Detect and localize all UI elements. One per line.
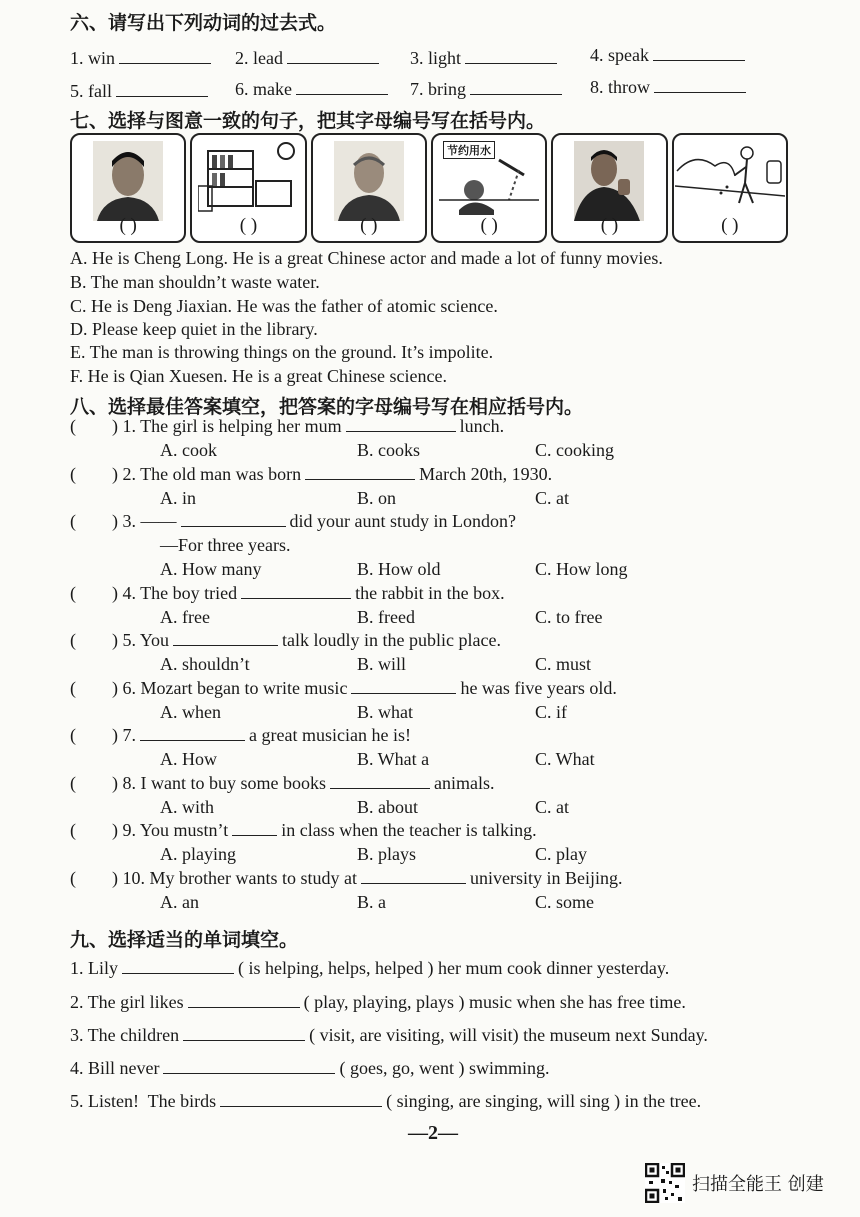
answer-paren-5[interactable]: ( ) [600,215,619,236]
answer-paren-3[interactable]: ( ) [360,215,378,236]
question-3-option-b: B. How old [357,559,441,579]
page-number: —2— [408,1122,458,1144]
answer-paren-2[interactable]: ( ) [239,215,258,236]
question-7-option-b: B. What a [357,749,430,769]
fill-stem: 5. Listen! The birds [70,1091,217,1111]
fill-blank[interactable] [163,1072,335,1074]
question-8-option-a: A. with [160,796,214,817]
fill-stem: 3. The children [70,1025,180,1045]
question-10-option-a: A. an [160,891,199,912]
question-tail: a great musician he is! [249,725,411,745]
question-5 [70,630,501,651]
question-2 [70,464,552,485]
verb-item-5: 5. fall [70,81,212,102]
question-10-option-b: B. a [357,891,386,912]
question-9 [70,820,537,841]
question-tail: March 20th, 1930. [419,463,553,484]
verb-item-1: 1. win [70,48,215,69]
fill-blank[interactable] [183,1039,305,1041]
answer-blank[interactable] [305,478,415,480]
question-5-option-b: B. will [357,654,407,674]
question-1-option-a: A. cook [160,440,217,460]
picture-3 [311,133,427,243]
question-stem: ( ) 3. —— [70,511,177,531]
question-2-option-c: C. at [535,487,569,508]
question-2-option-b: B. on [357,487,397,508]
littering-man-icon [675,141,785,221]
answer-paren-4[interactable]: ( ) [480,215,498,236]
fill-stem: 4. Bill never [70,1058,160,1078]
section6-title: 六、请写出下列动词的过去式。 [70,12,337,34]
option-a: A. He is Cheng Long. He is a great Chinese actor and made a lot of funny movies. [70,248,663,268]
picture-strip [70,133,788,243]
fill-tail: ( visit, are visiting, will visit) the museum next Sunday. [309,1025,708,1045]
question-4-option-a: A. free [160,606,210,627]
fill-item-1 [70,958,669,979]
fill-item-3 [70,1025,708,1046]
answer-blank[interactable] [361,882,466,884]
section7-title: 七、选择与图意一致的句子，把其字母编号写在括号内。 [70,110,546,132]
fill-stem: 2. The girl likes [70,992,184,1012]
fill-tail: ( singing, are singing, will sing ) in the tree. [386,1091,702,1111]
question-6-option-c: C. if [535,701,568,722]
option-f: F. He is Qian Xuesen. He is a great Chinese science. [70,366,447,386]
question-stem: ( ) 2. The old man was born [70,463,302,484]
answer-blank[interactable] [140,739,245,741]
question-7-option-a: A. How [160,749,217,769]
answer-blank[interactable] [330,787,430,789]
answer-paren-6[interactable]: ( ) [721,215,739,236]
question-10-option-c: C. some [535,891,595,912]
question-6-option-a: A. when [160,701,221,722]
question-1 [70,416,504,437]
fill-blank[interactable] [220,1105,382,1107]
question-8-option-c: C. at [535,796,569,817]
answer-paren-1[interactable]: ( ) [119,215,137,236]
fill-stem: 1. Lily [70,958,118,978]
question-1-option-c: C. cooking [535,440,614,460]
question-tail: the rabbit in the box. [355,582,505,603]
section9-title: 九、选择适当的单词填空。 [70,929,299,951]
question-8 [70,773,494,794]
question-5-option-c: C. must [535,654,592,674]
picture-1 [70,133,186,243]
library-scene-icon [198,141,298,221]
question-6-option-b: B. what [357,701,413,722]
qr-code-icon [645,1163,685,1203]
fill-item-5 [70,1091,701,1112]
question-tail: animals. [433,772,495,793]
question-3-reply: —For three years. [160,535,291,555]
option-d: D. Please keep quiet in the library. [70,319,318,339]
fill-item-2 [70,992,686,1013]
question-tail: in class when the teacher is talking. [281,820,537,840]
picture-5 [551,133,667,243]
question-tail: talk loudly in the public place. [282,630,501,650]
picture-4 [431,133,547,243]
verb-item-7: 7. bring [410,79,566,100]
scanner-watermark: 扫描全能王 创建 [692,1174,824,1195]
verb-item-2: 2. lead [235,48,383,69]
answer-blank[interactable] [351,692,456,694]
answer-blank[interactable] [241,597,351,599]
question-4-option-c: C. to free [535,606,603,627]
section8-title: 八、选择最佳答案填空，把答案的字母编号写在相应括号内。 [70,396,584,418]
picture-6 [672,133,788,243]
question-stem: ( ) 8. I want to buy some books [70,772,326,793]
question-stem: ( ) 7. [70,725,136,745]
question-1-option-b: B. cooks [357,440,420,460]
question-stem: ( ) 4. The boy tried [70,582,238,603]
option-c: C. He is Deng Jiaxian. He was the father of atomic science. [70,296,498,316]
question-tail: university in Beijing. [469,867,623,888]
option-e: E. The man is throwing things on the ground. It’s impolite. [70,342,494,362]
portrait-man-icon [93,141,163,221]
question-8-option-b: B. about [357,796,418,817]
fill-tail: ( play, playing, plays ) music when she has free time. [303,992,686,1012]
answer-blank[interactable] [173,644,278,646]
answer-blank[interactable] [232,834,277,836]
answer-blank[interactable] [346,430,456,432]
question-10 [70,868,622,889]
fill-tail: ( is helping, helps, helped ) her mum cook dinner yesterday. [238,958,670,978]
question-4 [70,583,505,604]
question-tail: lunch. [459,416,505,436]
picture-2 [190,133,306,243]
portrait-old-man-icon [334,141,404,221]
question-2-option-a: A. in [160,487,196,508]
question-5-option-a: A. shouldn’t [160,654,250,674]
option-b: B. The man shouldn’t waste water. [70,272,320,292]
question-7 [70,725,411,746]
verb-item-8: 8. throw [590,77,750,98]
answer-blank[interactable] [181,525,286,527]
question-tail: he was five years old. [460,677,617,698]
question-stem: ( ) 1. The girl is helping her mum [70,416,342,436]
question-9-option-b: B. plays [357,844,417,864]
question-6 [70,678,617,699]
question-7-option-c: C. What [535,749,595,769]
verb-item-4: 4. speak [590,45,749,66]
water-sign: 节约用水 [443,141,495,159]
question-9-option-a: A. playing [160,844,236,864]
fill-item-4 [70,1058,549,1079]
question-3 [70,511,516,532]
portrait-actor-icon [574,141,644,221]
question-9-option-c: C. play [535,844,587,864]
question-stem: ( ) 5. You [70,630,170,650]
question-stem: ( ) 6. Mozart began to write music [70,677,348,698]
question-4-option-b: B. freed [357,606,415,627]
question-tail: did your aunt study in London? [289,511,516,531]
verb-item-6: 6. make [235,79,392,100]
verb-item-3: 3. light [410,48,561,69]
question-stem: ( ) 10. My brother wants to study at [70,867,357,888]
fill-blank[interactable] [122,972,234,974]
question-stem: ( ) 9. You mustn’t [70,820,229,840]
fill-blank[interactable] [188,1006,300,1008]
question-3-option-a: A. How many [160,559,262,579]
fill-tail: ( goes, go, went ) swimming. [339,1058,550,1078]
question-3-option-c: C. How long [535,559,628,579]
